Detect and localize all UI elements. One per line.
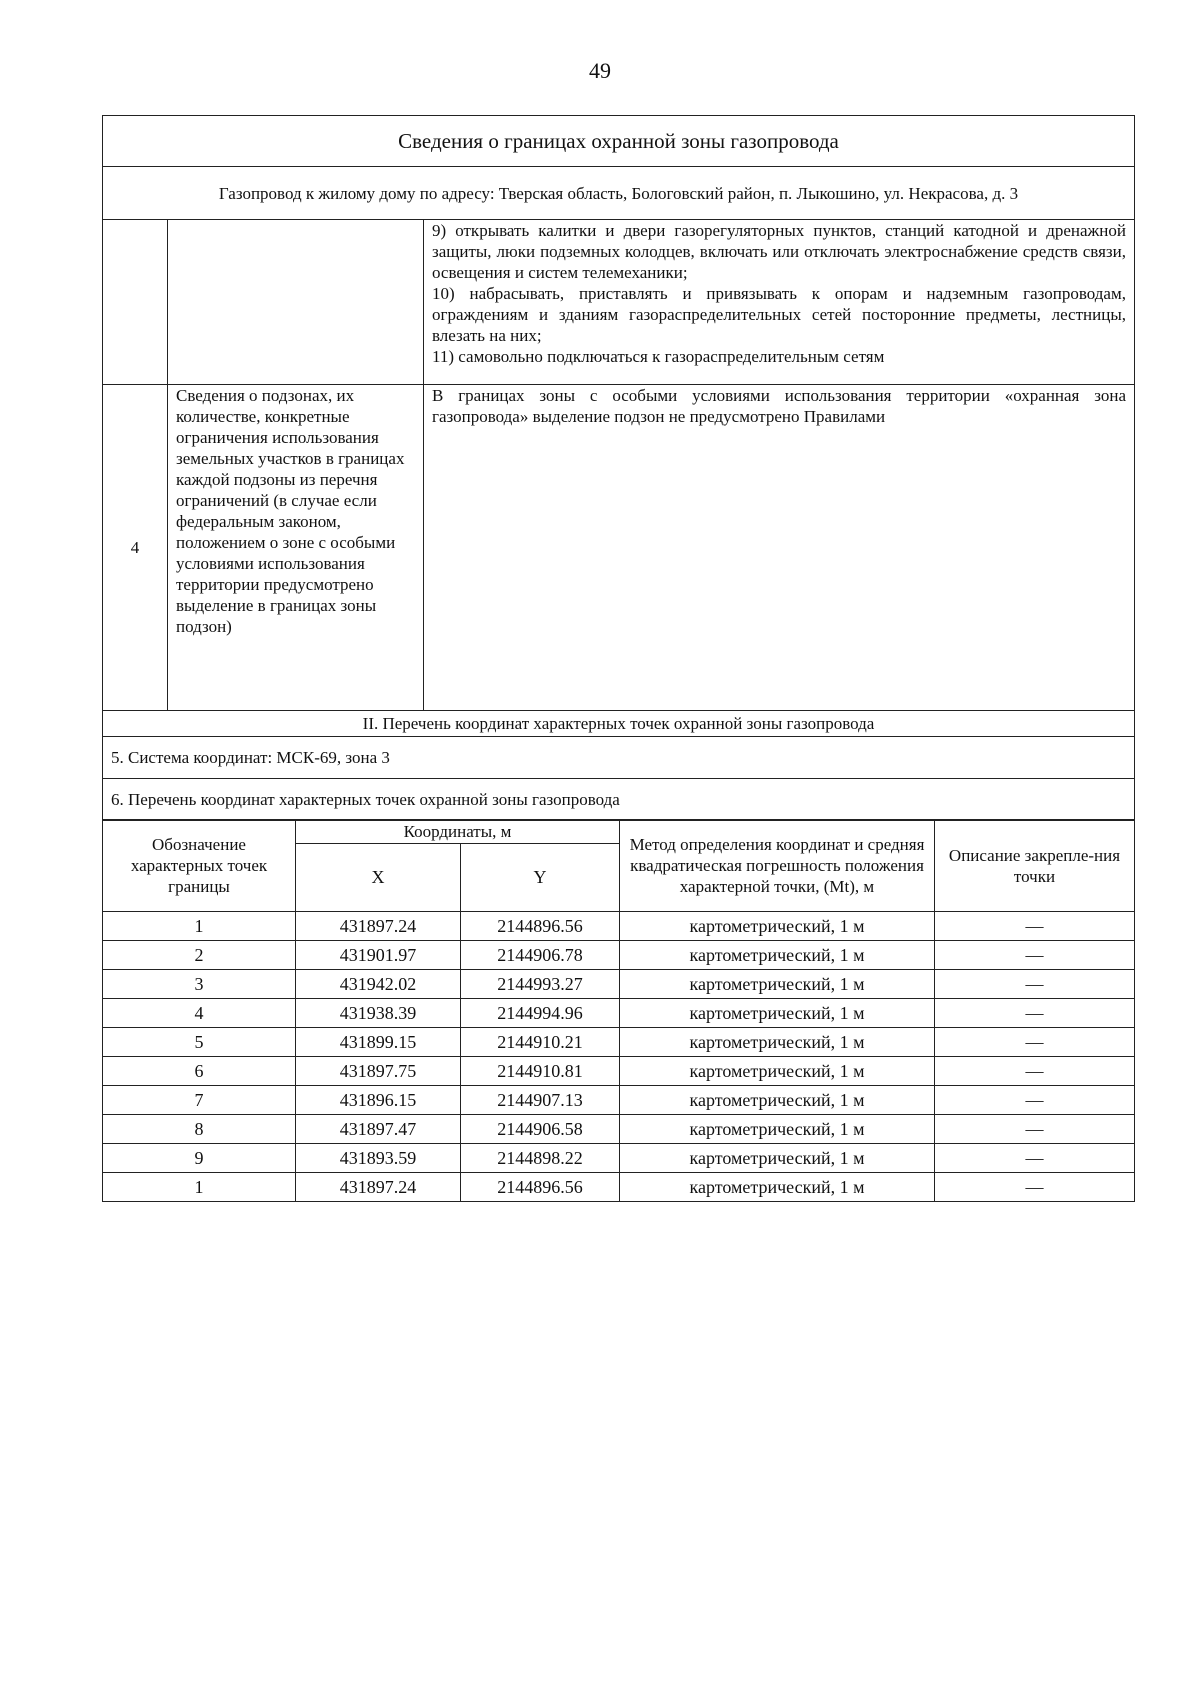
- point-y-cell: 2144910.21: [461, 1028, 620, 1057]
- point-n-cell: 8: [103, 1115, 296, 1144]
- table-row: [103, 1173, 1135, 1202]
- table-row: [103, 912, 1135, 941]
- point-fix-cell: —: [935, 1086, 1135, 1115]
- point-method-cell: картометрический, 1 м: [620, 912, 935, 941]
- table-row: [103, 1057, 1135, 1086]
- table-row: [103, 941, 1135, 970]
- point-y-cell: 2144906.78: [461, 941, 620, 970]
- points-list-title: 6. Перечень координат характерных точек охранной зоны газопровода: [103, 779, 1135, 821]
- point-method-cell: картометрический, 1 м: [620, 970, 935, 999]
- point-fix-cell: —: [935, 941, 1135, 970]
- point-fix-cell: —: [935, 1057, 1135, 1086]
- point-n-cell: 7: [103, 1086, 296, 1115]
- point-x-cell: 431897.75: [296, 1057, 461, 1086]
- point-method-cell: картометрический, 1 м: [620, 1144, 935, 1173]
- point-method-cell: картометрический, 1 м: [620, 1057, 935, 1086]
- rule-10: 10) набрасывать, приставлять и привязывать к опорам и надземным газопроводам, ограждениям и зданиям газораспределительных сетей посторонние предметы, лестницы, влезать на них;: [432, 284, 1126, 345]
- point-x-cell: 431901.97: [296, 941, 461, 970]
- point-method-cell: картометрический, 1 м: [620, 941, 935, 970]
- table-row: [103, 1115, 1135, 1144]
- subzones-value: В границах зоны с особыми условиями использования территории «охранная зона газопровода» выделение подзон не предусмотрено Правилами: [424, 385, 1135, 711]
- point-y-cell: 2144896.56: [461, 912, 620, 941]
- point-x-cell: 431899.15: [296, 1028, 461, 1057]
- rule-9: 9) открывать калитки и двери газорегуляторных пунктов, станций катодной и дренажной защиты, люки подземных колодцев, включать или отключать электроснабжение средств связи, освещения и систем телемеханики;: [432, 221, 1126, 282]
- point-y-cell: 2144898.22: [461, 1144, 620, 1173]
- point-method-cell: картометрический, 1 м: [620, 999, 935, 1028]
- point-n-cell: 3: [103, 970, 296, 999]
- point-x-cell: 431897.24: [296, 1173, 461, 1202]
- empty-num-cell: [103, 220, 168, 385]
- point-x-cell: 431893.59: [296, 1144, 461, 1173]
- point-x-cell: 431896.15: [296, 1086, 461, 1115]
- point-n-cell: 1: [103, 912, 296, 941]
- header-fixing: Описание закрепле-ния точки: [935, 820, 1135, 912]
- point-method-cell: картометрический, 1 м: [620, 1173, 935, 1202]
- point-n-cell: 2: [103, 941, 296, 970]
- point-n-cell: 9: [103, 1144, 296, 1173]
- zone-info-table: [102, 115, 1135, 821]
- point-fix-cell: —: [935, 1173, 1135, 1202]
- table-row: [103, 1028, 1135, 1057]
- point-n-cell: 1: [103, 1173, 296, 1202]
- coordinates-table: [102, 819, 1135, 1202]
- point-y-cell: 2144993.27: [461, 970, 620, 999]
- header-y: Y: [461, 844, 620, 912]
- point-x-cell: 431938.39: [296, 999, 461, 1028]
- rule-11: 11) самовольно подключаться к газораспределительным сетям: [432, 347, 885, 366]
- table-title: Сведения о границах охранной зоны газопровода: [103, 116, 1135, 167]
- point-y-cell: 2144896.56: [461, 1173, 620, 1202]
- header-method: Метод определения координат и средняя квадратическая погрешность положения характерной точки, (Mt), м: [620, 820, 935, 912]
- point-fix-cell: —: [935, 912, 1135, 941]
- header-x: X: [296, 844, 461, 912]
- header-designation: Обозначение характерных точек границы: [103, 820, 296, 912]
- table-row: [103, 970, 1135, 999]
- point-method-cell: картометрический, 1 м: [620, 1086, 935, 1115]
- coordinate-system: 5. Система координат: МСК-69, зона 3: [103, 737, 1135, 779]
- empty-label-cell: [168, 220, 424, 385]
- row-number: 4: [103, 385, 168, 711]
- point-fix-cell: —: [935, 1144, 1135, 1173]
- point-fix-cell: —: [935, 999, 1135, 1028]
- point-y-cell: 2144994.96: [461, 999, 620, 1028]
- point-fix-cell: —: [935, 970, 1135, 999]
- point-y-cell: 2144907.13: [461, 1086, 620, 1115]
- page-number: 49: [589, 58, 611, 83]
- point-fix-cell: —: [935, 1028, 1135, 1057]
- gas-pipeline-address: Газопровод к жилому дому по адресу: Тверская область, Бологовский район, п. Лыкошино, ул. Некрасова, д. 3: [103, 167, 1135, 220]
- table-row: [103, 1086, 1135, 1115]
- point-n-cell: 4: [103, 999, 296, 1028]
- point-x-cell: 431897.24: [296, 912, 461, 941]
- header-coordinates: Координаты, м: [296, 820, 620, 844]
- point-method-cell: картометрический, 1 м: [620, 1028, 935, 1057]
- subzones-label: Сведения о подзонах, их количестве, конкретные ограничения использования земельных участков в границах каждой подзоны из перечня ограничений (в случае если федеральным законом, положением о зоне с особыми условиями использования территории предусмотрено выделение в границах зоны подзон): [168, 385, 424, 711]
- points-body: [103, 912, 1135, 1202]
- point-method-cell: картометрический, 1 м: [620, 1115, 935, 1144]
- restrictions-continued: [424, 220, 1135, 385]
- point-y-cell: 2144910.81: [461, 1057, 620, 1086]
- point-y-cell: 2144906.58: [461, 1115, 620, 1144]
- point-n-cell: 6: [103, 1057, 296, 1086]
- table-row: [103, 1144, 1135, 1173]
- point-x-cell: 431942.02: [296, 970, 461, 999]
- table-row: [103, 999, 1135, 1028]
- point-n-cell: 5: [103, 1028, 296, 1057]
- point-x-cell: 431897.47: [296, 1115, 461, 1144]
- point-fix-cell: —: [935, 1115, 1135, 1144]
- section-ii-heading: II. Перечень координат характерных точек охранной зоны газопровода: [103, 711, 1135, 737]
